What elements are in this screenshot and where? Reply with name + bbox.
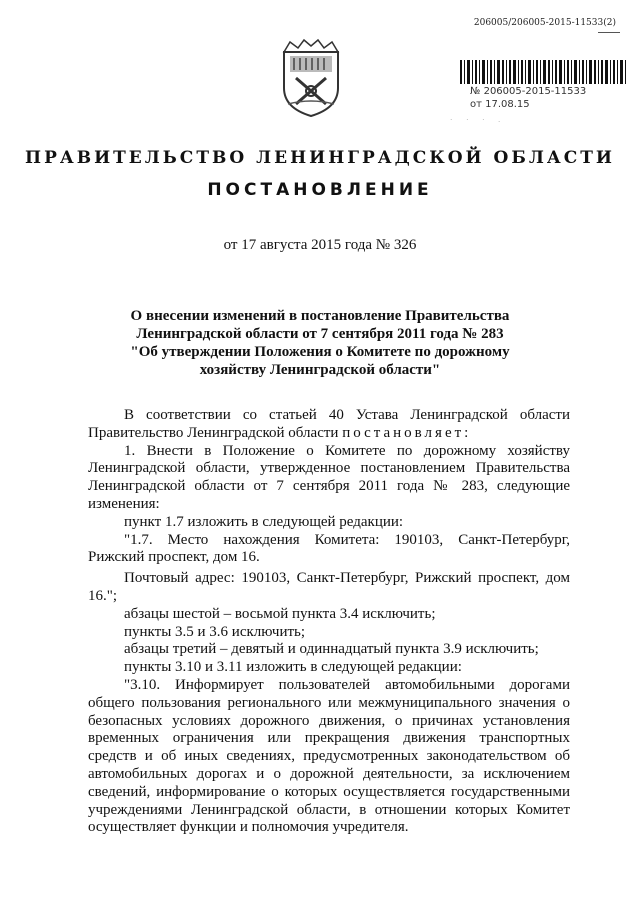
barcode-image: [460, 60, 626, 84]
resolves-word: постановляет:: [342, 424, 472, 441]
subject-line: хозяйству Ленинградской области": [199, 362, 441, 378]
document-type: ПОСТАНОВЛЕНИЕ: [207, 180, 433, 200]
organization-title: ПРАВИТЕЛЬСТВО ЛЕНИНГРАДСКОЙ ОБЛАСТИ: [25, 148, 615, 168]
subject-line: "Об утверждении Положения о Комитете по дорожному: [130, 344, 510, 360]
coat-of-arms-emblem: [276, 38, 346, 118]
document-date: от 17 августа 2015 года № 326: [223, 237, 417, 253]
preamble-paragraph: [88, 407, 570, 443]
clause-paragraph: пункт 1.7 изложить в следующей редакции:: [124, 513, 404, 530]
registration-date: от 17.08.15: [470, 99, 530, 110]
clause-paragraph: абзацы шестой – восьмой пункта 3.4 исключить;: [124, 605, 436, 622]
scan-specks: · · · .: [450, 116, 506, 124]
subject-line: Ленинградской области от 7 сентября 2011 года № 283: [136, 326, 504, 342]
document-body: [88, 407, 570, 837]
preamble-text: В соответствии со статьей 40 Устава Ленинградской области Правительство Ленинградской области: [88, 407, 570, 441]
document-id: 206005/206005-2015-11533(2): [473, 18, 616, 28]
registration-number: № 206005-2015-11533: [470, 86, 587, 97]
clause-paragraph: абзацы третий – девятый и одиннадцатый пункта 3.9 исключить;: [124, 641, 539, 658]
clause-paragraph: Почтовый адрес: 190103, Санкт-Петербург, Рижский проспект, дом 16.";: [88, 570, 570, 604]
document-subject: [80, 307, 560, 379]
clause-paragraph: пункты 3.10 и 3.11 изложить в следующей редакции:: [124, 659, 462, 676]
subject-line: О внесении изменений в постановление Правительства: [130, 308, 510, 324]
clause-paragraph: пункты 3.5 и 3.6 исключить;: [124, 623, 306, 640]
clause-paragraph: "3.10. Информирует пользователей автомобильными дорогами общего пользования регионального или межмуниципального значения о безопасных условиях дорожного движения, о причинах установления временных ограничения или прекращения движения транспортных средств и об иных сведениях, предусмотренных законодательством об автомобильных дорогах и о дорожной деятельности, за исключением сведений, информирование о которых осуществляется государственными учреждениями Ленинградской области, в отношении которых Комитет осуществляет функции и полномочия учредителя.: [88, 676, 570, 836]
clause-paragraph: 1. Внести в Положение о Комитете по дорожному хозяйству Ленинградской области, утвержденное постановлением Правительства Ленинградской области от 7 сентября 2011 года № 283, следующие изменения:: [88, 442, 570, 512]
clause-paragraph: "1.7. Место нахождения Комитета: 190103, Санкт-Петербург, Рижский проспект, дом 16.: [88, 531, 570, 566]
header-rule: [598, 32, 620, 33]
